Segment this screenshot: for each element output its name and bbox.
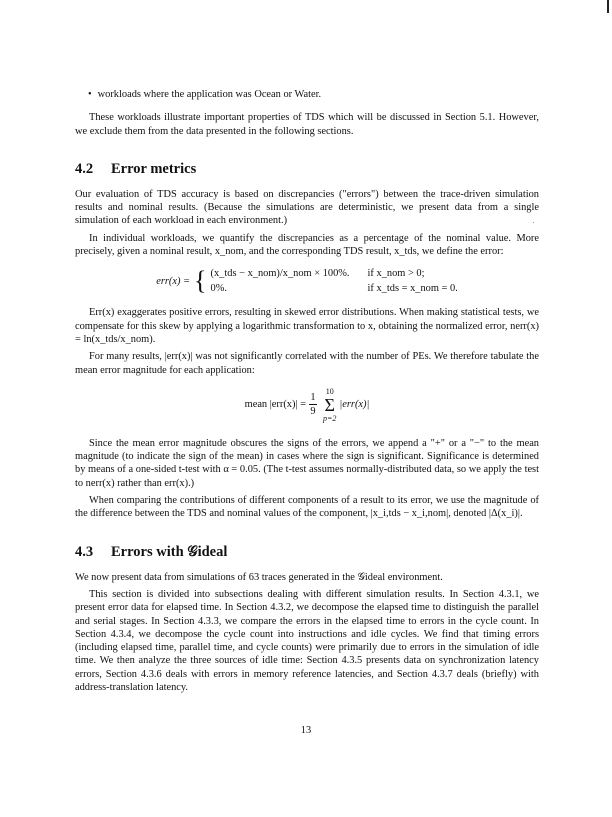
equation-lhs: err(x) = bbox=[156, 275, 191, 287]
equation-condition-2: if x_tds = x_nom = 0. bbox=[367, 283, 458, 295]
paragraph: Our evaluation of TDS accuracy is based on discrepancies ("errors") between the trace-driven simulation results and nominal results. (Because the simulations are deterministic, we present data from a single simulation of each workload in each environment.) bbox=[75, 188, 539, 227]
section-heading-4-3 bbox=[75, 543, 539, 561]
section-number: 4.3 bbox=[75, 543, 94, 560]
equation-case-2: 0%. bbox=[210, 283, 227, 295]
paragraph: Err(x) exaggerates positive errors, resulting in skewed error distributions. When making statistical tests, we compensate for this skew by applying a logarithmic transformation to x, obtaining the normalized error, nerr(x) = ln(x_tds/x_nom). bbox=[75, 307, 539, 345]
paragraph: We now present data from simulations of 63 traces generated in the 𝒢ideal environment. bbox=[75, 571, 443, 583]
paragraph: This section is divided into subsections dealing with different simulation results. In Section 4.3.1, we present error data for elapsed time. In Section 4.3.2, we decompose the elapsed time to distinguish the parallel and serial stages. In Section 4.3.3, we compare the errors in the elapsed time to errors in the cycle count. In Section 4.3.4, we decompose the cycle count into instructions and idle cycles. We find that timing errors (including elapsed time, parallel time, and cycle counts) were primarily due to errors in the simulation of idle time. We then analyze the three sources of idle time: Section 4.3.5 presents data on synchronization latency errors, Section 4.3.6 deals with errors in memory reference latencies, and Section 4.3.7 deals (briefly) with address-translation latency. bbox=[75, 588, 539, 694]
brace: { bbox=[194, 266, 207, 296]
bullet-text: workloads where the application was Ocean or Water. bbox=[97, 89, 322, 100]
error-equation bbox=[75, 266, 539, 296]
intro-paragraph: These workloads illustrate important properties of TDS which will be discussed in Section 5.1. However, we exclude them from the data presented in the following sections. bbox=[75, 112, 539, 137]
sum-lower-limit: p=2 bbox=[323, 413, 337, 423]
paragraph: When comparing the contributions of different components of a result to its error, we use the magnitude of the difference between the TDS and nominal values of the component, |x_i,tds − x_i,nom|, denoted |Δ(x_i)|. bbox=[75, 495, 539, 520]
fraction bbox=[309, 391, 317, 418]
equation-cases bbox=[211, 266, 458, 296]
section-heading-4-2 bbox=[75, 160, 539, 178]
equation-lhs: mean |err(x)| = bbox=[244, 399, 306, 411]
bullet-symbol: • bbox=[88, 89, 92, 100]
equation-condition-1: if x_nom > 0; bbox=[367, 268, 425, 280]
summation bbox=[323, 387, 336, 423]
summation-symbol: Σ bbox=[324, 394, 335, 415]
section-number: 4.2 bbox=[75, 160, 94, 177]
fraction-numerator: 1 bbox=[310, 392, 316, 404]
section-title: Errors with 𝒢ideal bbox=[111, 543, 228, 560]
sum-upper-limit: 10 bbox=[325, 386, 334, 396]
equation-rhs: |err(x)| bbox=[339, 399, 370, 411]
mean-error-equation bbox=[75, 387, 539, 423]
page-number: 13 bbox=[300, 725, 312, 737]
paragraph: For many results, |err(x)| was not significantly correlated with the number of PEs. We therefore tabulate the mean error magnitude for each application: bbox=[75, 351, 539, 376]
paragraph: Since the mean error magnitude obscures the signs of the errors, we append a "+" or a "−" to the mean magnitude (to indicate the sign of the mean) in cases where the sign is significant. Significance is determined by means of a one-sided t-test with α = 0.05. (The t-test assumes normally-distributed data, so we apply the test to nerr(x) rather than err(x).) bbox=[75, 437, 539, 489]
bullet-item bbox=[75, 88, 539, 101]
section-title: Error metrics bbox=[111, 160, 197, 177]
fraction-denominator: 9 bbox=[310, 406, 316, 418]
paragraph: In individual workloads, we quantify the discrepancies as a percentage of the nominal value. More precisely, given a nominal result, x_nom, and the corresponding TDS result, x_tds, we define the error: bbox=[75, 232, 539, 258]
equation-case-1: (x_tds − x_nom)/x_nom × 100%. bbox=[210, 268, 350, 280]
